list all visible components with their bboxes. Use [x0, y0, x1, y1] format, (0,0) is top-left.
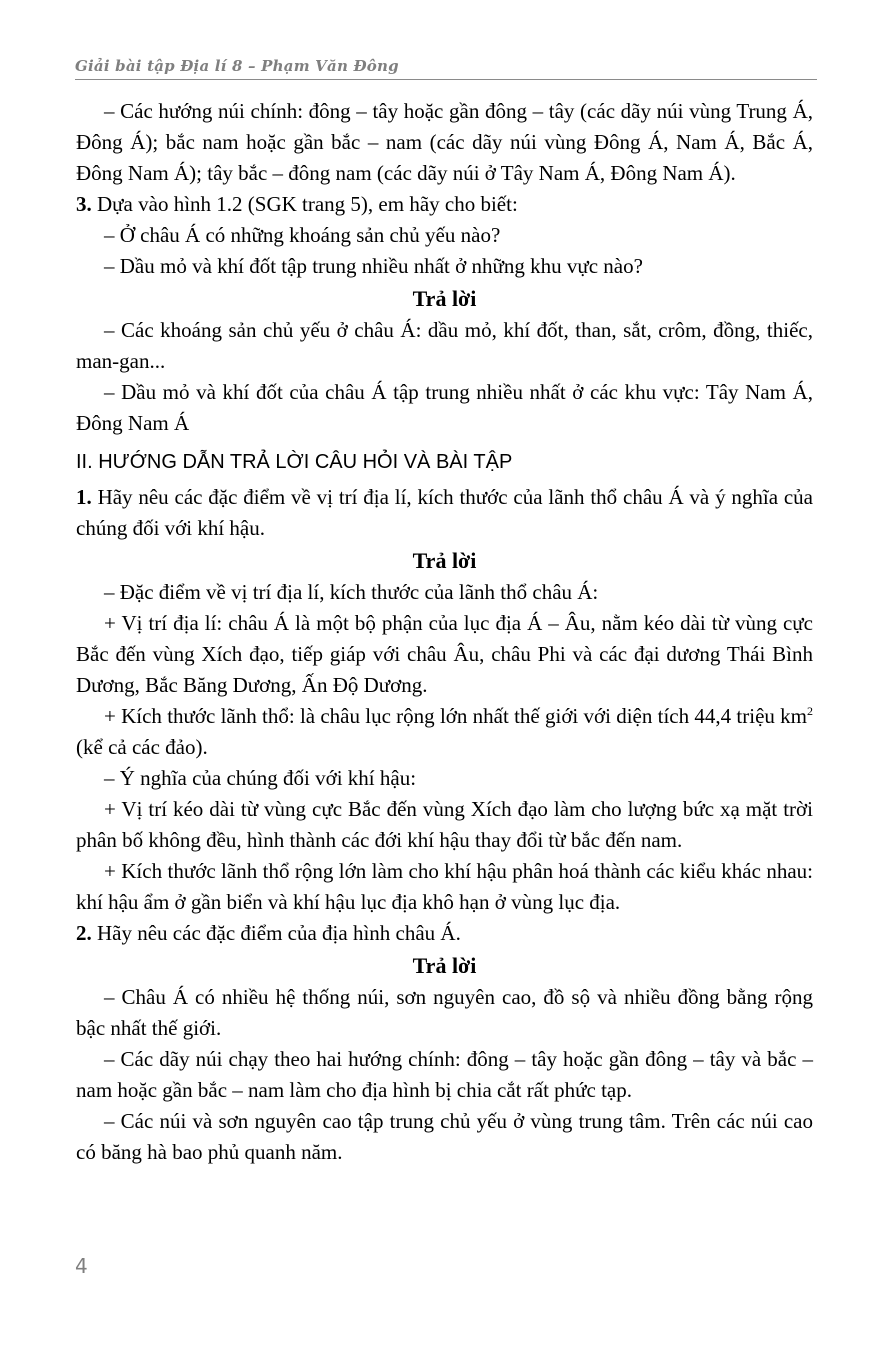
header-title: Giải bài tập Địa lí 8 – Phạm Văn Đông	[75, 57, 399, 75]
answer-text: (kể cả các đảo).	[76, 735, 208, 759]
question-text: Hãy nêu các đặc điểm về vị trí địa lí, kích thước của lãnh thổ châu Á và ý nghĩa của chúng đối với khí hậu.	[76, 485, 813, 540]
paragraph-mountain-directions: – Các hướng núi chính: đông – tây hoặc gần đông – tây (các dãy núi vùng Trung Á, Đông Á); bắc nam hoặc gần bắc – nam (các dãy núi vùng Đông Á, Nam Á, Bắc Á, Đông Nam Á); tây bắc – đông nam (các dãy núi ở Tây Nam Á, Đông Nam Á).	[76, 99, 813, 185]
answer-heading: Trả lời	[412, 953, 477, 978]
answer-heading: Trả lời	[412, 286, 477, 311]
answer-1-item-3	[76, 701, 813, 763]
question-3-item-b: – Dầu mỏ và khí đốt tập trung nhiều nhất ở những khu vực nào?	[104, 254, 643, 278]
answer-2-item-1: – Châu Á có nhiều hệ thống núi, sơn nguyên cao, đồ sộ và nhiều đồng bằng rộng bậc nhất thế giới.	[76, 985, 813, 1040]
answer-3-item-1: – Các khoáng sản chủ yếu ở châu Á: dầu mỏ, khí đốt, than, sắt, crôm, đồng, thiếc, man-gan...	[76, 318, 813, 373]
question-1	[76, 482, 813, 544]
answer-heading: Trả lời	[412, 548, 477, 573]
question-3	[76, 189, 813, 220]
answer-3-item-2: – Dầu mỏ và khí đốt của châu Á tập trung nhiều nhất ở các khu vực: Tây Nam Á, Đông Nam Á	[76, 380, 813, 435]
superscript: 2	[807, 704, 813, 718]
answer-text: + Kích thước lãnh thổ: là châu lục rộng lớn nhất thế giới với diện tích 44,4 triệu km	[104, 704, 807, 728]
question-3-item-a: – Ở châu Á có những khoáng sản chủ yếu nào?	[104, 223, 501, 247]
page-content	[76, 96, 813, 1168]
answer-2-item-3: – Các núi và sơn nguyên cao tập trung chủ yếu ở vùng trung tâm. Trên các núi cao có băng hà bao phủ quanh năm.	[76, 1109, 813, 1164]
answer-1-item-1: – Đặc điểm về vị trí địa lí, kích thước của lãnh thổ châu Á:	[104, 580, 599, 604]
answer-1-item-4: – Ý nghĩa của chúng đối với khí hậu:	[104, 766, 417, 790]
page-number: 4	[75, 1254, 88, 1278]
answer-1-item-5: + Vị trí kéo dài từ vùng cực Bắc đến vùng Xích đạo làm cho lượng bức xạ mặt trời phân bố không đều, hình thành các đới khí hậu thay đổi từ bắc đến nam.	[76, 797, 813, 852]
question-text: Dựa vào hình 1.2 (SGK trang 5), em hãy cho biết:	[91, 192, 518, 216]
answer-1-item-2: + Vị trí địa lí: châu Á là một bộ phận của lục địa Á – Âu, nằm kéo dài từ vùng cực Bắc đến vùng Xích đạo, tiếp giáp với châu Âu, châu Phi và các đại dương Thái Bình Dương, Bắc Băng Dương, Ấn Độ Dương.	[76, 611, 813, 697]
question-text: Hãy nêu các đặc điểm của địa hình châu Á.	[91, 921, 461, 945]
question-number: 3.	[76, 192, 92, 216]
section-heading: II. HƯỚNG DẪN TRẢ LỜI CÂU HỎI VÀ BÀI TẬP	[76, 451, 513, 473]
question-2	[76, 918, 813, 949]
answer-1-item-6: + Kích thước lãnh thổ rộng lớn làm cho khí hậu phân hoá thành các kiểu khác nhau: khí hậu ẩm ở gần biển và khí hậu lục địa khô hạn ở vùng lục địa.	[76, 859, 813, 914]
running-header	[75, 57, 817, 80]
question-number: 2.	[76, 921, 92, 945]
answer-2-item-2: – Các dãy núi chạy theo hai hướng chính: đông – tây hoặc gần đông – tây và bắc – nam hoặc gần bắc – nam làm cho địa hình bị chia cắt rất phức tạp.	[76, 1047, 813, 1102]
question-number: 1.	[76, 485, 92, 509]
